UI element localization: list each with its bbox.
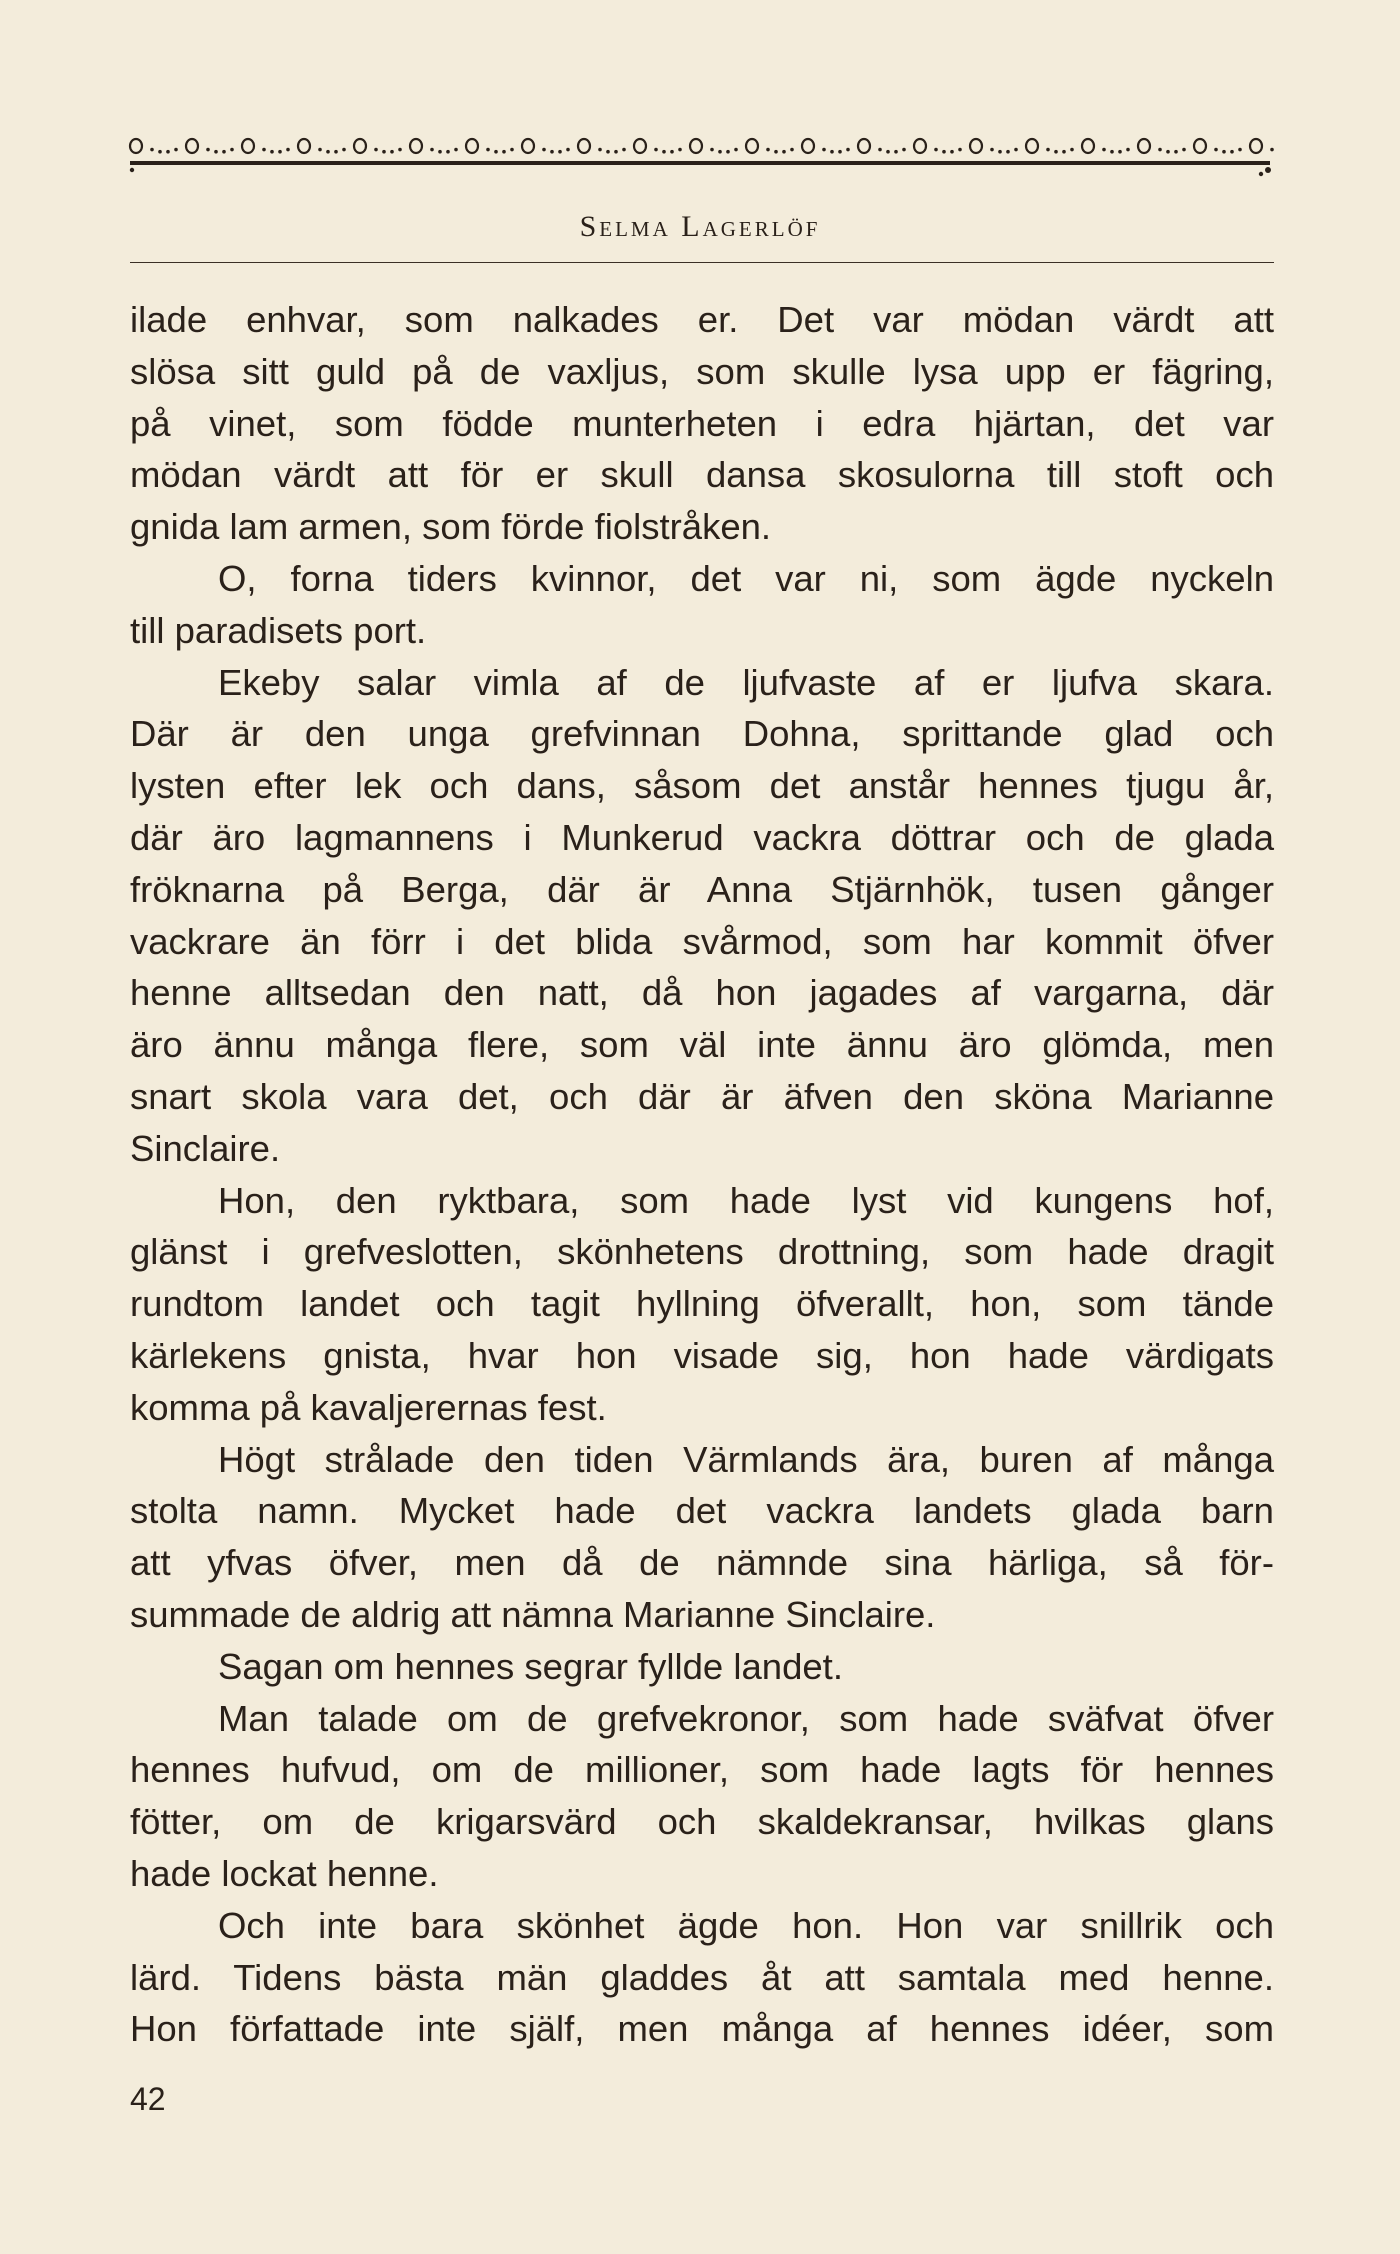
text-line: rundtom landet och tagit hyllning öfverallt, hon, som tände (130, 1283, 1274, 1325)
text-line: Man talade om de grefvekronor, som hade sväfvat öfver (218, 1697, 1274, 1739)
ornament-dot (1110, 150, 1114, 154)
ornament-dot (766, 148, 770, 152)
ornament-dot (374, 148, 378, 152)
ornament-dot (566, 148, 570, 152)
ornament-dot (598, 148, 602, 152)
ornament-dot (1046, 148, 1050, 152)
ornament-dot (678, 148, 682, 152)
ornament-dot (1158, 148, 1162, 152)
ornament-ring (354, 139, 366, 153)
text-line: mödan värdt att för er skull dansa skosulorna till stoft och (130, 454, 1274, 496)
ornament-dot (262, 148, 266, 152)
ornament-dot (734, 148, 738, 152)
text-line: Sagan om hennes segrar fyllde landet. (218, 1645, 843, 1687)
ornament-dot (230, 148, 234, 152)
ornament-ring (634, 139, 646, 153)
ornament-ring (186, 139, 198, 153)
ornament-dot (286, 148, 290, 152)
ornament-dot (774, 150, 778, 154)
ornament-dot (270, 150, 274, 154)
ornament-ring (746, 139, 758, 153)
text-line: henne alltsedan den natt, då hon jagades af vargarna, där (130, 972, 1274, 1014)
ornament-dot (614, 150, 618, 154)
text-line: fröknarna på Berga, där är Anna Stjärnhök, tusen gånger (130, 868, 1274, 910)
ornament-dot (878, 148, 882, 152)
text-line: lysten efter lek och dans, såsom det anstår hennes tjugu år, (130, 765, 1274, 807)
text-line: stolta namn. Mycket hade det vackra landets glada barn (130, 1490, 1274, 1532)
ornament-dot (502, 150, 506, 154)
ornament-dot (1070, 148, 1074, 152)
ornament-dot (726, 150, 730, 154)
ornament-ring (130, 139, 142, 153)
ornament-dot (710, 148, 714, 152)
ornament-dot (718, 150, 722, 154)
ornament-dot (158, 150, 162, 154)
header-rule (130, 262, 1274, 263)
ornament-dot (166, 150, 170, 154)
page-number: 42 (130, 2081, 166, 2117)
ornament-dot (326, 150, 330, 154)
ornament-dot (782, 150, 786, 154)
ornament-dot (990, 148, 994, 152)
text-line: vackrare än förr i det blida svårmod, som har kommit öfver (130, 920, 1274, 962)
ornament-ring (578, 139, 590, 153)
ornament-ring (298, 139, 310, 153)
text-line: O, forna tiders kvinnor, det var ni, som ägde nyckeln (218, 557, 1274, 599)
ornament-dot (838, 150, 842, 154)
ornament-dot (998, 150, 1002, 154)
ornament-ring (1250, 139, 1262, 153)
ornament-ring (410, 139, 422, 153)
ornament-dot (430, 148, 434, 152)
ornament-dot (382, 150, 386, 154)
ornament-dot (662, 150, 666, 154)
text-line: Sinclaire. (130, 1127, 281, 1169)
text-line: äro ännu många flere, som väl inte ännu äro glömda, men (130, 1024, 1274, 1066)
text-line: Hon, den ryktbara, som hade lyst vid kungens hof, (218, 1179, 1274, 1221)
ornament-dot (670, 150, 674, 154)
ornament-dot (486, 148, 490, 152)
ornament-dot (150, 148, 154, 152)
ornament-dot (1214, 148, 1218, 152)
ornament-ring (466, 139, 478, 153)
ornament-ring (1026, 139, 1038, 153)
ornament-dot (934, 148, 938, 152)
ornament-ring (1082, 139, 1094, 153)
ornament-dot (278, 150, 282, 154)
ornament-dot (222, 150, 226, 154)
ornament-dot (1174, 150, 1178, 154)
ornament-dot (438, 150, 442, 154)
ornament-dot (318, 148, 322, 152)
ornament-dot (214, 150, 218, 154)
ornament-ring (522, 139, 534, 153)
ornament-dot (846, 148, 850, 152)
text-line: Ekeby salar vimla af de ljufvaste af er ljufva skara. (218, 661, 1274, 703)
ornament-dot (342, 148, 346, 152)
ornament-dot (454, 148, 458, 152)
ornament-dot (542, 148, 546, 152)
text-line: fötter, om de krigarsvärd och skaldekransar, hvilkas glans (130, 1801, 1274, 1843)
ornament-dot (390, 150, 394, 154)
ornament-dot (622, 148, 626, 152)
ornament-dot (1182, 148, 1186, 152)
text-line: kärlekens gnista, hvar hon visade sig, hon hade värdigats (130, 1334, 1274, 1376)
text-line: komma på kavaljerernas fest. (130, 1386, 607, 1428)
text-line: hade lockat henne. (130, 1852, 439, 1894)
ornament-dot (1222, 150, 1226, 154)
ornament-dot (790, 148, 794, 152)
ornament-dot (1270, 148, 1274, 152)
text-line: summade de aldrig att nämna Marianne Sinclaire. (130, 1593, 936, 1635)
ornament-dot (886, 150, 890, 154)
ornament-dot (1238, 148, 1242, 152)
ornament-dot (654, 148, 658, 152)
text-line: Hon författade inte själf, men många af hennes idéer, som (130, 2008, 1274, 2050)
ornament-dot (1126, 148, 1130, 152)
ornament-ring (858, 139, 870, 153)
running-head: Selma Lagerlöf (579, 210, 821, 243)
ornament-dot (398, 148, 402, 152)
text-line: hennes hufvud, om de millioner, som hade lagts för hennes (130, 1749, 1274, 1791)
ornament-dot (1054, 150, 1058, 154)
ornament-ring (242, 139, 254, 153)
ornament-dot (950, 150, 954, 154)
ornament-dot (822, 148, 826, 152)
text-line: slösa sitt guld på de vaxljus, som skulle lysa upp er fägring, (130, 350, 1274, 392)
ornament-dot (494, 150, 498, 154)
text-line: på vinet, som födde munterheten i edra hjärtan, det var (130, 402, 1274, 444)
ornament-dot (1166, 150, 1170, 154)
ornament-dot (206, 148, 210, 152)
text-line: snart skola vara det, och där är äfven den sköna Marianne (130, 1075, 1274, 1117)
ornament-ring (970, 139, 982, 153)
ornament-dot (446, 150, 450, 154)
ornament-dot (1102, 148, 1106, 152)
ornament-dot (334, 150, 338, 154)
ornament-dot (830, 150, 834, 154)
ornament-ring (1194, 139, 1206, 153)
ornament-dot (510, 148, 514, 152)
ornament-dot (1062, 150, 1066, 154)
text-line: gnida lam armen, som förde fiolstråken. (130, 506, 772, 548)
ornament-dot (1014, 148, 1018, 152)
ornament-ring (914, 139, 926, 153)
ornament-dot (1006, 150, 1010, 154)
text-line: glänst i grefveslotten, skönhetens drottning, som hade dragit (130, 1231, 1274, 1273)
ornament-dot (942, 150, 946, 154)
text-line: till paradisets port. (130, 609, 427, 651)
text-line: att yfvas öfver, men då de nämnde sina härliga, så för- (130, 1542, 1274, 1584)
ornament-dot (606, 150, 610, 154)
ornament-dot (1118, 150, 1122, 154)
ornament-dot (958, 148, 962, 152)
ornament-dot (174, 148, 178, 152)
text-line: Och inte bara skönhet ägde hon. Hon var snillrik och (218, 1904, 1274, 1946)
ornament-dot (894, 150, 898, 154)
ornament-dot (1230, 150, 1234, 154)
text-line: Högt strålade den tiden Värmlands ära, buren af många (218, 1438, 1274, 1480)
ornament-dot (550, 150, 554, 154)
text-line: där äro lagmannens i Munkerud vackra döttrar och de glada (130, 816, 1274, 858)
text-line: lärd. Tidens bästa män gladdes åt att samtala med henne. (130, 1956, 1274, 1998)
ornament-dot (558, 150, 562, 154)
ornament-ring (1138, 139, 1150, 153)
ornament-ring (802, 139, 814, 153)
text-line: Där är den unga grefvinnan Dohna, sprittande glad och (130, 713, 1274, 755)
body-text (130, 294, 1274, 2055)
text-line: ilade enhvar, som nalkades er. Det var mödan värdt att (130, 299, 1274, 340)
ornament-dot (902, 148, 906, 152)
decorative-header-ornament (128, 128, 1276, 178)
ornament-ring (690, 139, 702, 153)
